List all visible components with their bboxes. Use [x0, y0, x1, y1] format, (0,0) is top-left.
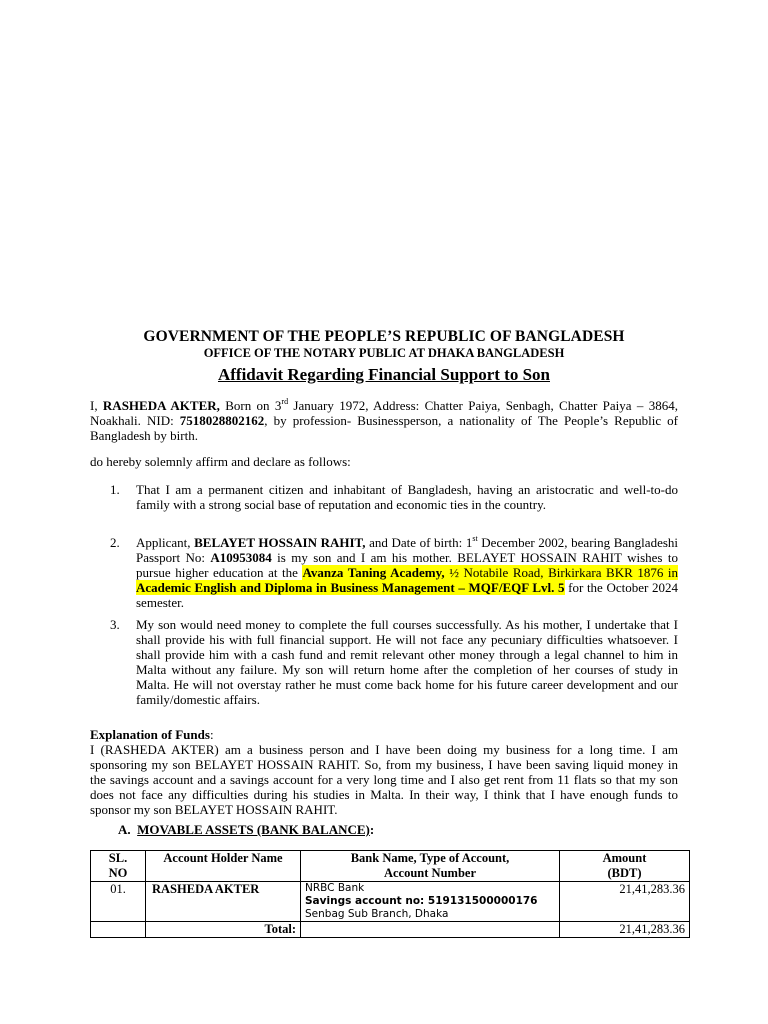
passport-number: A10953084: [210, 550, 272, 565]
list-item: 1. That I am a permanent citizen and inhabitant of Bangladesh, having an aristocratic and well-to-do family with a strong social base of reputation and economic ties in the country.: [110, 482, 678, 512]
nid-number: 7518028802162: [179, 413, 265, 428]
applicant-name: BELAYET HOSSAIN RAHIT,: [194, 535, 366, 550]
amount-cell: 21,41,283.36: [560, 882, 690, 922]
col-sl: SL. NO: [91, 851, 146, 882]
intro-paragraph: I, RASHEDA AKTER, Born on 3rd January 1972, Address: Chatter Paiya, Senbagh, Chatter Paiya – 3864, Noakhali. NID: 7518028802162, by profession- Businessperson, a nationality of The People’s Republic of Bangladesh by birth.: [90, 397, 678, 443]
declaration-line: do hereby solemnly affirm and declare as follows:: [90, 454, 351, 469]
bank-balance-table: [90, 850, 690, 938]
bank-details: NRBC Bank Savings account no: 519131500000176 Senbag Sub Branch, Dhaka: [301, 882, 560, 922]
list-item: 3. My son would need money to complete the full courses successfully. As his mother, I undertake that I shall provide his with full financial support. He will not face any pecuniary difficulties whatsoever. I shall provide him with a cash fund and remit relevant other money through a legal channel to him in Malta without any failure. My son will return home after the completion of her courses of study in Malta. He will not overstay rather he must come back home for his future career development and our family/domestic affairs.: [110, 617, 678, 707]
table-header-row: [91, 851, 690, 882]
total-amount: 21,41,283.36: [560, 922, 690, 938]
col-bank: Bank Name, Type of Account, Account Number: [301, 851, 560, 882]
movable-assets-heading: A. MOVABLE ASSETS (BANK BALANCE):: [118, 822, 375, 837]
col-holder: Account Holder Name: [146, 851, 301, 882]
course-name: Academic English and Diploma in Business Management – MQF/EQF Lvl. 5: [136, 580, 565, 595]
holder-name: RASHEDA AKTER: [146, 882, 301, 922]
explanation-of-funds: Explanation of Funds: I (RASHEDA AKTER) am a business person and I have been doing my business for a long time. I am sponsoring my son BELAYET HOSSAIN RAHIT. So, from my business, I have been saving liquid money in the savings account and a savings account for a very long time and I also get rent from 11 flats so that my son does not face any difficulties during his studies in Malta. In their way, I think that I have enough funds to sponsor my son BELAYET HOSSAIN RAHIT.: [90, 727, 678, 817]
table-row: 01. RASHEDA AKTER NRBC Bank Savings account no: 519131500000176 Senbag Sub Branch, Dhaka 21,41,283.36: [91, 882, 690, 922]
deponent-name: RASHEDA AKTER,: [102, 398, 220, 413]
academy-name: Avanza Taning Academy: [302, 565, 442, 580]
document-title: Affidavit Regarding Financial Support to Son: [217, 365, 550, 384]
notary-office-heading: OFFICE OF THE NOTARY PUBLIC AT DHAKA BANGLADESH: [203, 346, 565, 360]
table-total-row: [91, 922, 690, 938]
total-label: Total:: [146, 922, 301, 938]
col-amount: Amount (BDT): [560, 851, 690, 882]
list-item: 2. Applicant, BELAYET HOSSAIN RAHIT, and Date of birth: 1st December 2002, bearing Bangladeshi Passport No: A10953084 is my son and I am his mother. BELAYET HOSSAIN RAHIT wishes to pursue higher education at the Avanza Taning Academy, ½ Notabile Road, Birkirkara BKR 1876 in Academic English and Diploma in Business Management – MQF/EQF Lvl. 5 for the October 2024 semester.: [110, 534, 679, 610]
explanation-heading: Explanation of Funds: [90, 727, 210, 742]
government-heading: GOVERNMENT OF THE PEOPLE’S REPUBLIC OF BANGLADESH: [143, 328, 625, 345]
